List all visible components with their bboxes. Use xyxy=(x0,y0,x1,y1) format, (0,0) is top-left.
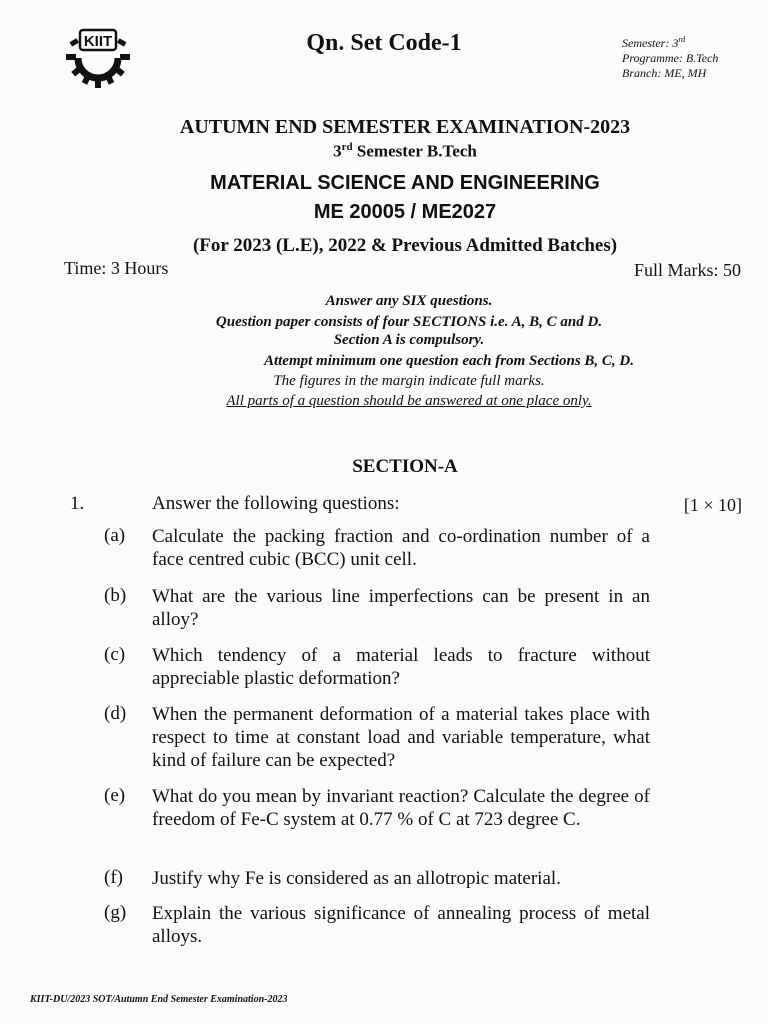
subquestion-text: Which tendency of a material leads to fracture without appreciable plastic deformation? xyxy=(152,645,650,689)
subject-title: MATERIAL SCIENCE AND ENGINEERING xyxy=(210,172,600,194)
semester-sup: rd xyxy=(341,141,353,153)
subquestion-text: Justify why Fe is considered as an allotropic material. xyxy=(152,868,561,889)
time-allowed: Time: 3 Hours xyxy=(64,258,169,278)
course-code: ME 20005 / ME2027 xyxy=(313,201,497,223)
subquestion-label: (a) xyxy=(104,525,126,546)
semester-meta-label: Semester: 3 xyxy=(622,36,679,50)
subquestion-label: (d) xyxy=(104,703,127,724)
semester-line xyxy=(0,141,768,162)
subquestion-text: What are the various line imperfections can be present in an alloy? xyxy=(152,586,650,630)
subquestion-text: Explain the various significance of annealing process of metal alloys. xyxy=(152,903,650,947)
subquestion-text: When the permanent deformation of a material takes place with respect to time at constant load and variable temperature, what kind of failure can be expected? xyxy=(152,704,650,771)
branch-meta: Branch: ME, MH xyxy=(622,66,707,80)
instruction-line: Question paper consists of four SECTIONS i.e. A, B, C and D. xyxy=(215,314,603,330)
page-footer: KIIT-DU/2023 SOT/Autumn End Semester Examination-2023 xyxy=(30,994,288,1005)
subquestion-label: (b) xyxy=(104,585,127,606)
logo-text: KIIT xyxy=(83,33,113,50)
batches-line: (For 2023 (L.E), 2022 & Previous Admitted Batches) xyxy=(192,235,618,256)
subquestion-label: (f) xyxy=(104,867,123,888)
exam-title: AUTUMN END SEMESTER EXAMINATION-2023 xyxy=(179,116,631,138)
semester-meta xyxy=(622,32,718,51)
question-marks: [1 × 10] xyxy=(683,495,742,515)
full-marks: Full Marks: 50 xyxy=(633,260,741,280)
instruction-line: The figures in the margin indicate full marks. xyxy=(273,373,545,389)
question-set-code: Qn. Set Code-1 xyxy=(306,30,462,56)
semester-number: 3 xyxy=(333,141,342,161)
subquestion-text: Calculate the packing fraction and co-ordination number of a face centred cubic (BCC) unit cell. xyxy=(152,526,650,570)
subquestion-label: (c) xyxy=(104,644,126,665)
instruction-line: Attempt minimum one question each from Sections B, C, D. xyxy=(263,353,635,369)
section-heading: SECTION-A xyxy=(352,456,458,477)
instruction-line: Section A is compulsory. xyxy=(333,332,485,348)
subquestion-label: (e) xyxy=(104,785,126,806)
semester-meta-sup: rd xyxy=(678,35,686,44)
instruction-line: Answer any SIX questions. xyxy=(325,293,493,309)
subquestion-label: (g) xyxy=(104,902,127,923)
exam-meta xyxy=(622,32,718,81)
semester-rest: Semester B.Tech xyxy=(352,141,477,161)
question-number: 1. xyxy=(70,493,85,514)
subquestion-text: What do you mean by invariant reaction? Calculate the degree of freedom of Fe-C system at 0.77 % of C at 723 degree C. xyxy=(152,786,650,830)
question-text: Answer the following questions: xyxy=(152,493,400,514)
programme-meta: Programme: B.Tech xyxy=(622,51,719,65)
instruction-line: All parts of a question should be answered at one place only. xyxy=(226,393,592,409)
